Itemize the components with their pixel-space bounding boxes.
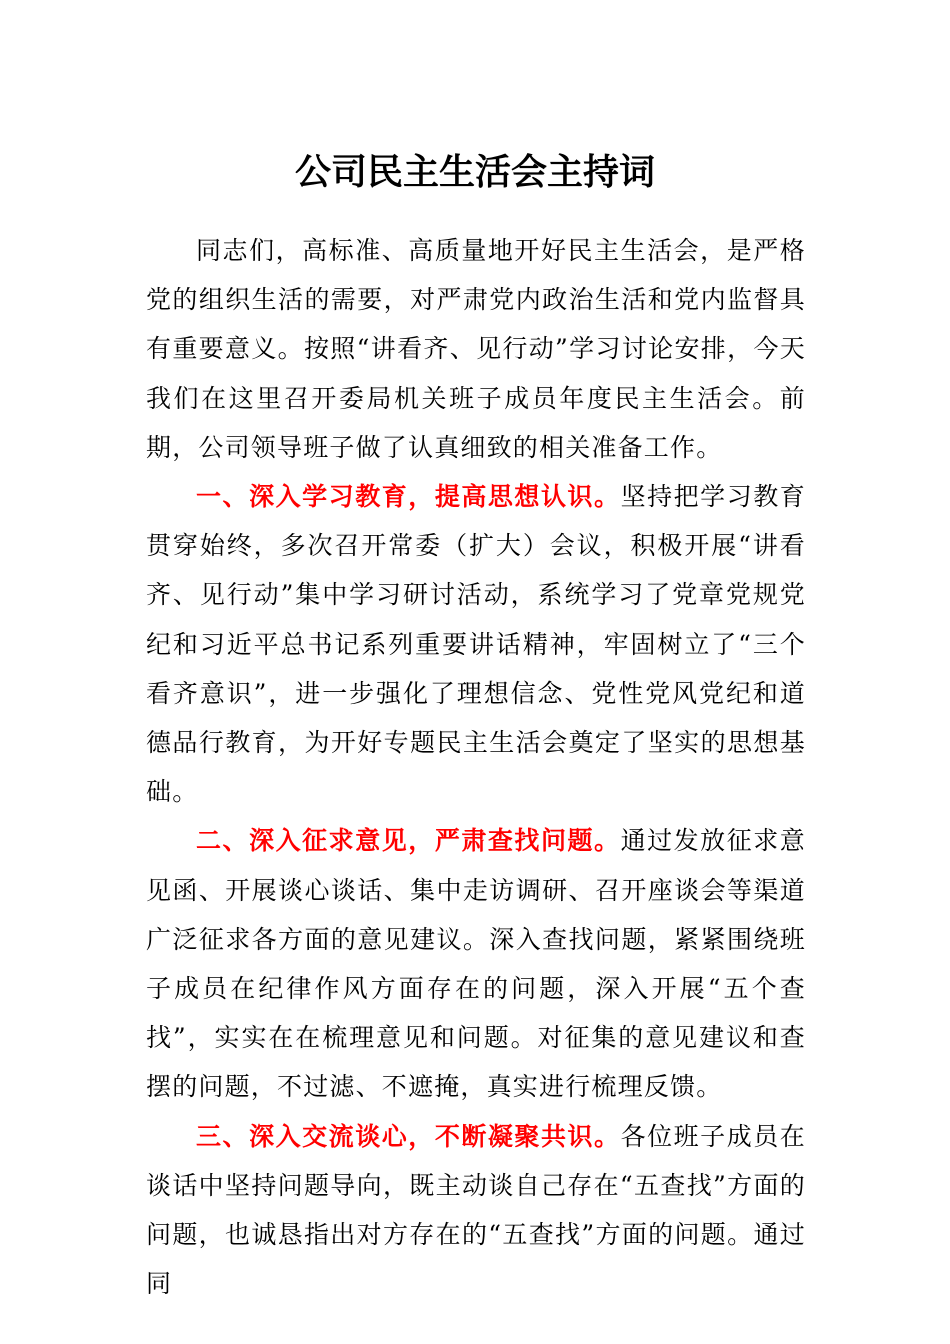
section-heading: 一、深入学习教育，提高思想认识。 (196, 482, 621, 512)
paragraph-intro (146, 226, 806, 472)
paragraph-text: 各位班子成员在谈话中坚持问题导向，既主动谈自己存在“五查找”方面的问题，也诚恳指出对方存在的“五查找”方面的问题。通过同 (146, 1121, 806, 1299)
paragraph-text: 通过发放征求意见函、开展谈心谈话、集中走访调研、召开座谈会等渠道广泛征求各方面的意见建议。深入查找问题，紧紧围绕班子成员在纪律作风方面存在的问题，深入开展“五个查找”，实实在在梳理意见和问题。对征集的意见建议和查摆的问题，不过滤、不遮掩，真实进行梳理反馈。 (146, 826, 806, 1102)
paragraph-text: 坚持把学习教育贯穿始终，多次召开常委（扩大）会议，积极开展“讲看齐、见行动”集中学习研讨活动，系统学习了党章党规党纪和习近平总书记系列重要讲话精神，牢固树立了“三个看齐意识”，进一步强化了理想信念、党性党风党纪和道德品行教育，为开好专题民主生活会奠定了坚实的思想基础。 (146, 482, 806, 807)
section-heading: 三、深入交流谈心，不断凝聚共识。 (196, 1121, 621, 1151)
paragraph-section-2 (146, 816, 806, 1111)
paragraph-section-1 (146, 472, 806, 816)
document-title: 公司民主生活会主持词 (294, 151, 655, 193)
paragraph-section-3 (146, 1112, 806, 1309)
paragraph-text: 同志们，高标准、高质量地开好民主生活会，是严格党的组织生活的需要，对严肃党内政治生活和党内监督具有重要意义。按照“讲看齐、见行动”学习讨论安排，今天我们在这里召开委局机关班子成员年度民主生活会。前期，公司领导班子做了认真细致的相关准备工作。 (146, 236, 806, 462)
document-body (146, 226, 806, 1308)
section-heading: 二、深入征求意见，严肃查找问题。 (196, 826, 621, 856)
